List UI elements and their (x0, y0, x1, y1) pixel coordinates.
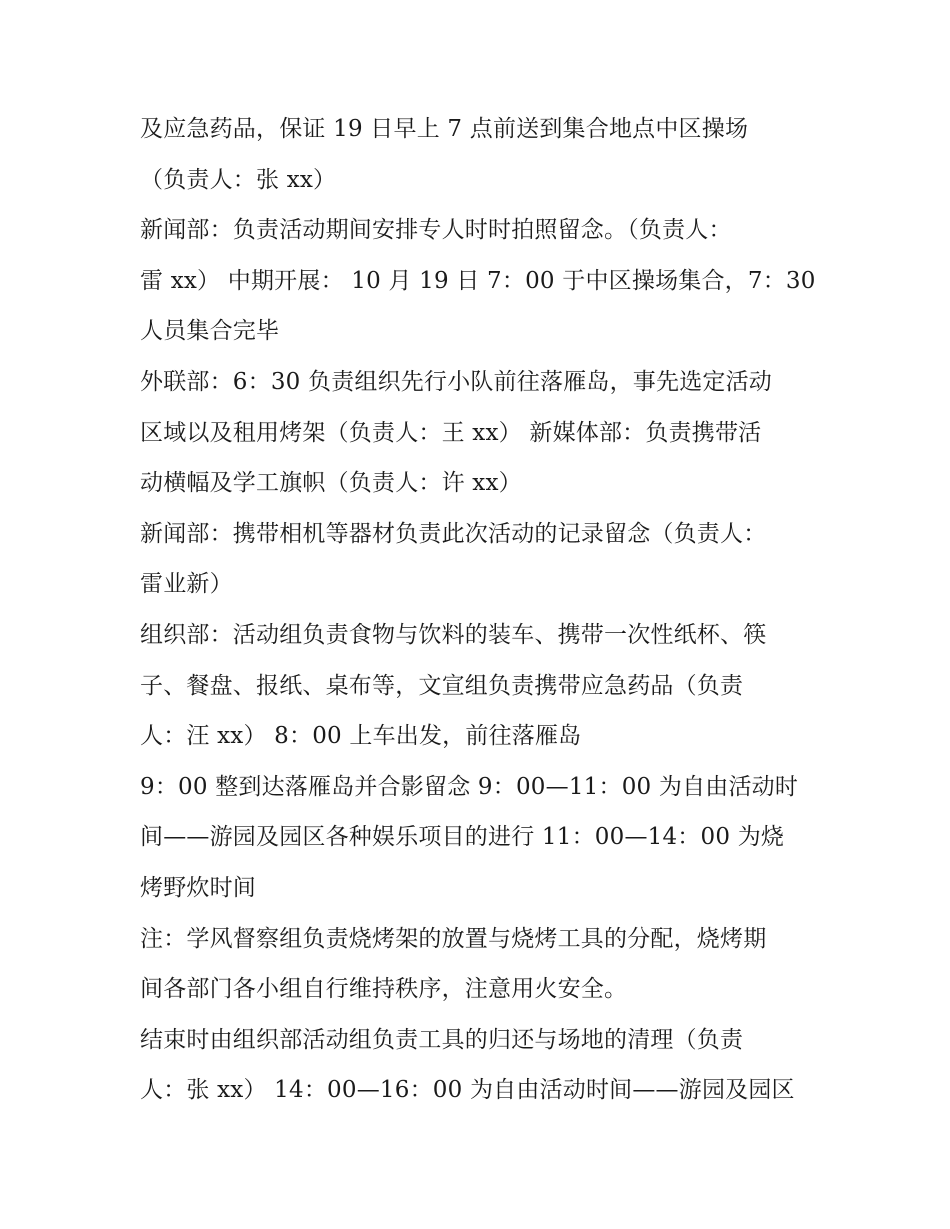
text-line: （负责人：张 xx） (140, 166, 337, 193)
text-line: 新闻部：负责活动期间安排专人时时拍照留念。（负责人： (140, 217, 732, 244)
text-line: 烤野炊时间 (140, 874, 256, 901)
text-line: 子、餐盘、报纸、桌布等，文宣组负责携带应急药品（负责 (140, 672, 744, 699)
text-line: 区域以及租用烤架（负责人：王 xx） 新媒体部：负责携带活 (140, 419, 762, 446)
text-line: 人：张 xx） 14：00—16：00 为自由活动时间——游园及园区 (140, 1077, 795, 1104)
text-line: 动横幅及学工旗帜（负责人：许 xx） (140, 470, 522, 497)
text-line: 结束时由组织部活动组负责工具的归还与场地的清理（负责 (140, 1026, 744, 1053)
text-line: 外联部：6：30 负责组织先行小队前往落雁岛，事先选定活动 (140, 368, 773, 395)
text-line: 人员集合完毕 (140, 318, 280, 345)
document-body (140, 104, 820, 1116)
text-line: 及应急药品，保证 19 日早上 7 点前送到集合地点中区操场 (140, 116, 749, 142)
text-line: 人：汪 xx） 8：00 上车出发，前往落雁岛 (140, 723, 582, 750)
text-line: 新闻部：携带相机等器材负责此次活动的记录留念（负责人： (140, 520, 767, 547)
text-line: 间各部门各小组自行维持秩序，注意用火安全。 (140, 976, 628, 1003)
text-line: 9：00 整到达落雁岛并合影留念 9：00—11：00 为自由活动时 (140, 773, 799, 800)
text-line: 间——游园及园区各种娱乐项目的进行 11：00—14：00 为烧 (140, 824, 785, 851)
text-line: 雷 xx） 中期开展： 10 月 19 日 7：00 于中区操场集合，7：30 (140, 267, 816, 294)
text-line: 注：学风督察组负责烧烤架的放置与烧烤工具的分配，烧烤期 (140, 925, 767, 952)
text-line: 雷业新） (140, 571, 233, 598)
text-line: 组织部：活动组负责食物与饮料的装车、携带一次性纸杯、筷 (140, 621, 767, 648)
